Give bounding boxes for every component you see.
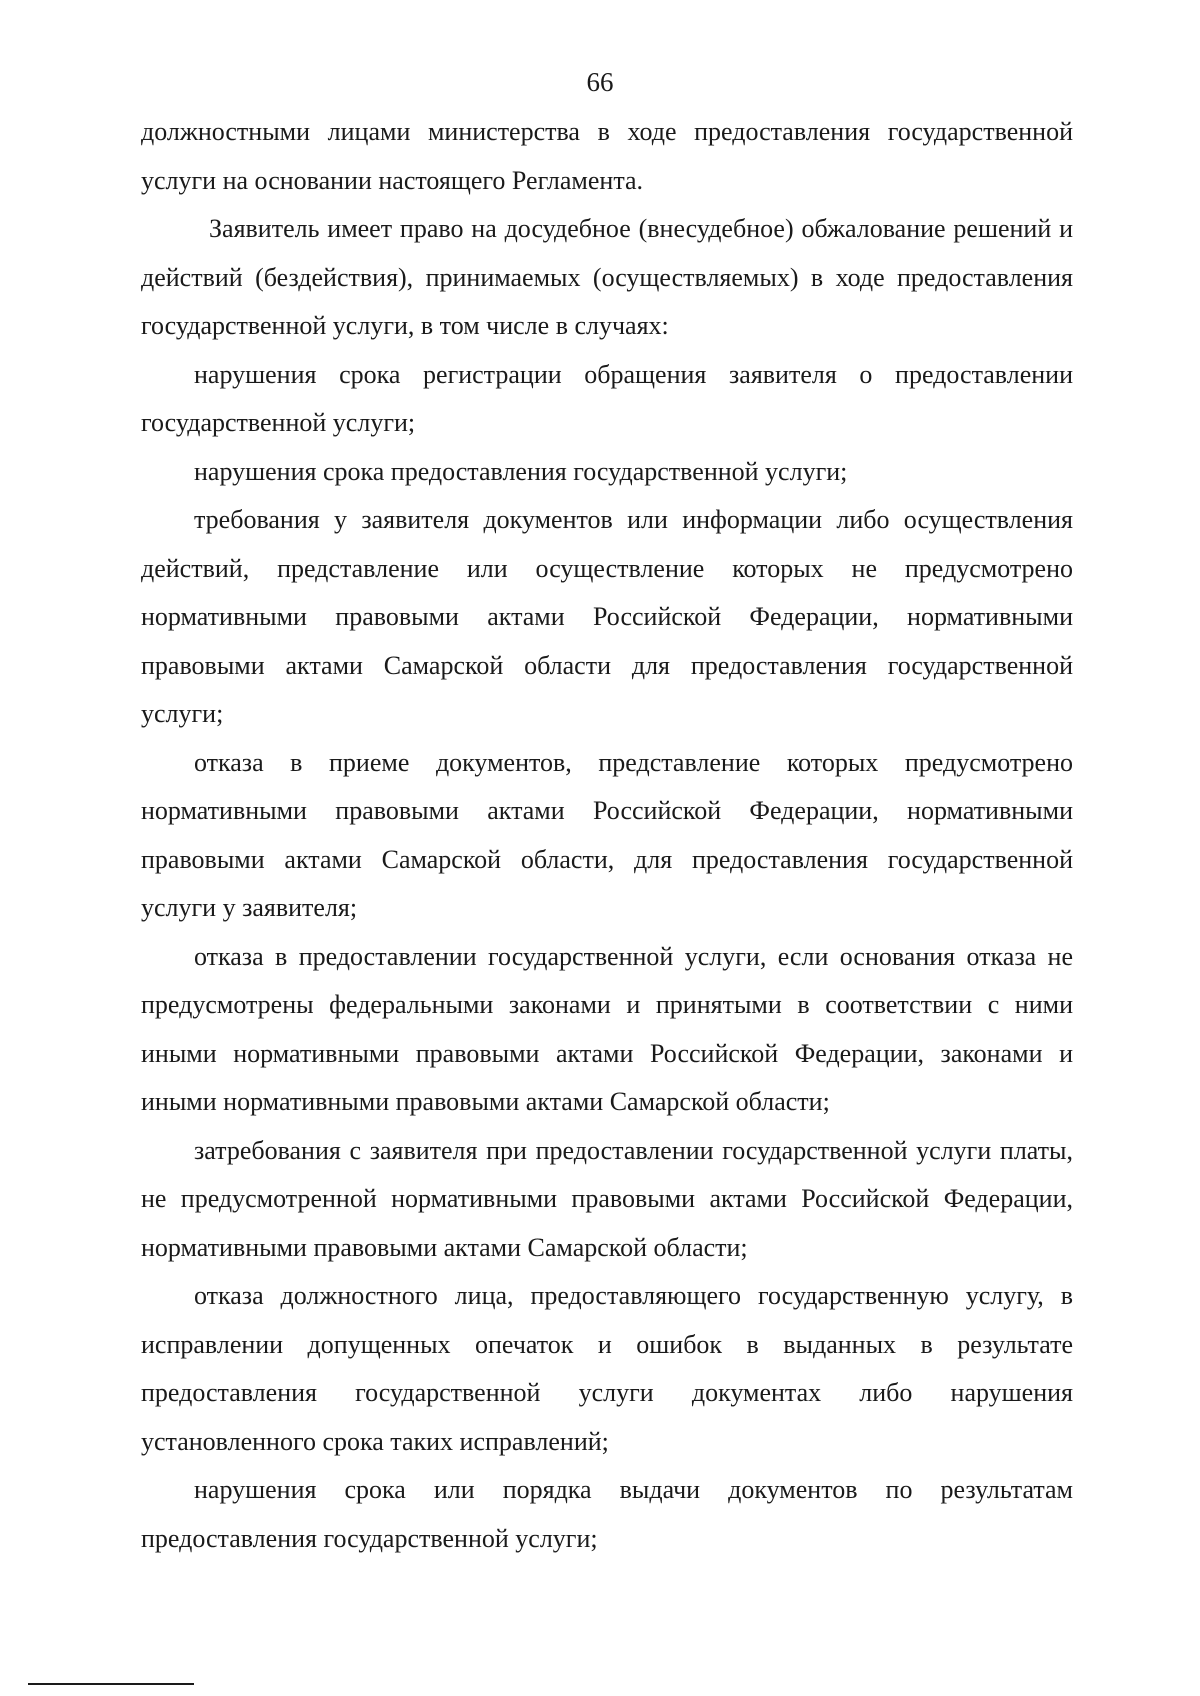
paragraph-correction-refusal: отказа должностного лица, предоставляющего государственную услугу, в исправлении допущенных опечаток и ошибок в выданных в результате предоставления государственной услуги документах либо нарушения установленного срока таких исправлений; (141, 1281, 1073, 1456)
footnote-divider (28, 1683, 194, 1685)
paragraph-appeal-right: Заявитель имеет право на досудебное (внесудебное) обжалование решений и действий (бездействия), принимаемых (осуществляемых) в ходе предоставления государственной услуги, в том числе в случаях: (141, 214, 1073, 340)
paragraph-service-refusal: отказа в предоставлении государственной услуги, если основания отказа не предусмотрены федеральными законами и принятыми в соответствии с ними иными нормативными правовыми актами Российской Федерации, законами и иными нормативными правовыми актами Самарской области; (141, 941, 1073, 1116)
paragraph-registration-deadline: нарушения срока регистрации обращения заявителя о предоставлении государственной услуги; (141, 359, 1073, 437)
paragraph-issuance-violation: нарушения срока или порядка выдачи документов по результатам предоставления государственной услуги; (141, 1475, 1073, 1553)
document-body (141, 108, 1073, 1563)
page-number: 66 (586, 67, 614, 97)
paragraph-service-deadline: нарушения срока предоставления государственной услуги; (194, 456, 848, 486)
paragraph-document-requirements: требования у заявителя документов или информации либо осуществления действий, представление или осуществление которых не предусмотрено нормативными правовыми актами Российской Федерации, нормативными правовыми актами Самарской области для предоставления государственной услуги; (141, 505, 1073, 728)
paragraph-document-refusal: отказа в приеме документов, представление которых предусмотрено нормативными правовыми актами Российской Федерации, нормативными правовыми актами Самарской области, для предоставления государственной услуги у заявителя; (141, 747, 1073, 922)
paragraph-continuation: должностными лицами министерства в ходе предоставления государственной услуги на основании настоящего Регламента. (141, 117, 1073, 195)
paragraph-fee-demand: затребования с заявителя при предоставлении государственной услуги платы, не предусмотренной нормативными правовыми актами Российской Федерации, нормативными правовыми актами Самарской области; (141, 1135, 1073, 1262)
